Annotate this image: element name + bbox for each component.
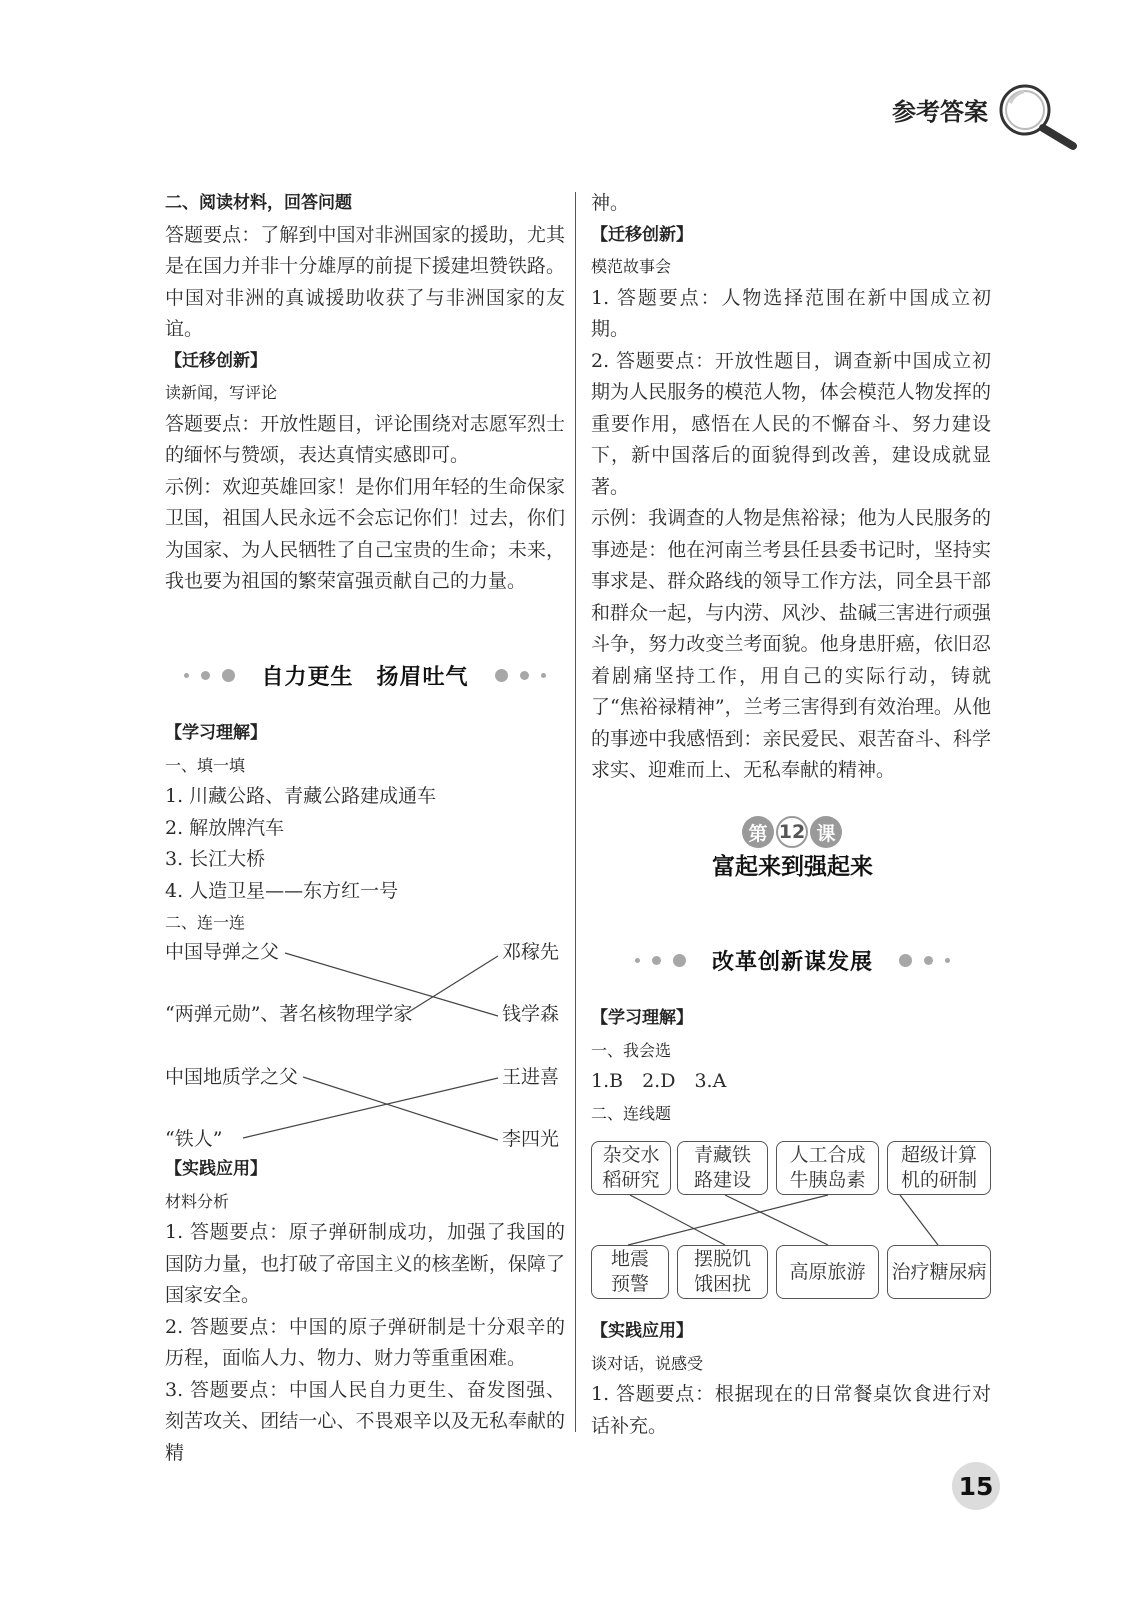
box-line: 青藏铁 <box>693 1144 751 1166</box>
match-box <box>887 1141 991 1195</box>
banner-title: 自力更生 扬眉吐气 <box>261 664 469 690</box>
answer-paragraph: 1. 答题要点：人物选择范围在新中国成立初期。 <box>591 286 991 340</box>
page-header-title: 参考答案 <box>892 98 988 126</box>
right-practice-section <box>591 1316 991 1442</box>
match-box <box>887 1245 991 1299</box>
answer-paragraph: 1. 答题要点：原子弹研制成功，加强了我国的国防力量，也打破了帝国主义的核垄断，保障了国家安全。 <box>165 1221 565 1306</box>
match-right-item: 王进喜 <box>502 1066 560 1088</box>
connector-line <box>900 1195 938 1245</box>
box-line: 杂交水 <box>602 1144 660 1166</box>
match-box <box>591 1141 671 1195</box>
lesson-number: 12 <box>776 816 808 848</box>
list-item: 2. 解放牌汽车 <box>165 816 285 839</box>
match-right-item: 李四光 <box>502 1128 560 1150</box>
section-heading: 【迁移创新】 <box>591 224 693 245</box>
match-left-item: “铁人” <box>165 1128 223 1150</box>
banner-title: 改革创新谋发展 <box>711 949 873 975</box>
subsection-title: 二、连一连 <box>165 913 246 932</box>
dot-icon <box>673 954 686 967</box>
dot-icon <box>184 673 189 678</box>
match-box <box>591 1245 669 1299</box>
section-heading: 【学习理解】 <box>165 723 267 743</box>
list-item: 3. 长江大桥 <box>165 848 266 870</box>
connector-line <box>407 956 498 1013</box>
dot-icon <box>945 958 950 963</box>
section-heading: 【学习理解】 <box>591 1008 693 1028</box>
subsection-title: 一、我会选 <box>591 1040 672 1060</box>
lesson-badge-char: 第 <box>742 816 774 848</box>
connector-line <box>725 1195 828 1245</box>
box-line: 路建设 <box>693 1169 751 1191</box>
answer-paragraph: 2. 答题要点：中国的原子弹研制是十分艰辛的历程，面临人力、物力、财力等重重困难。 <box>165 1315 565 1369</box>
dot-icon <box>222 669 235 682</box>
lesson-title: 富起来到强起来 <box>712 854 873 880</box>
box-line: 牛胰岛素 <box>789 1169 866 1191</box>
dot-icon <box>520 671 529 680</box>
match-left-item: 中国地质学之父 <box>165 1066 299 1088</box>
subsection-title: 一、填一填 <box>165 755 246 775</box>
dot-icon <box>541 673 546 678</box>
section-heading: 【实践应用】 <box>165 1159 267 1179</box>
box-line: 饿困扰 <box>693 1273 751 1295</box>
box-line: 稻研究 <box>602 1169 660 1191</box>
dot-icon <box>635 958 640 963</box>
example-paragraph: 示例：我调查的人物是焦裕禄；他为人民服务的事迹是：他在河南兰考县任县委书记时，坚持实事求是、群众路线的领导工作方法，同全县干部和群众一起，与内涝、风沙、盐碱三害进行顽强斗争，努力改变兰考面貌。他身患肝癌，依旧忍着剧痛坚持工作，用自己的实际行动，铸就了“焦裕禄精神”，兰考三害得到有效治理。从他的事迹中我感悟到：亲民爱民、艰苦奋斗、科学求实、迎难而上、无私奉献的精神。 <box>591 507 991 781</box>
page-number: 15 <box>952 1462 1000 1510</box>
section-banner <box>165 658 565 692</box>
left-practice-section <box>165 1154 565 1469</box>
left-learning-section <box>165 718 565 939</box>
section-heading: 二、阅读材料，回答问题 <box>165 193 352 213</box>
answer-paragraph: 答题要点：开放性题目，评论围绕对志愿军烈士的缅怀与赞颂，表达真情实感即可。 <box>165 412 565 466</box>
match-box <box>677 1245 768 1299</box>
right-column-top <box>591 188 991 787</box>
choice-answers: 1.B 2.D 3.A <box>591 1070 727 1092</box>
match-left-item: “两弹元勋”、著名核物理学家 <box>165 1003 413 1025</box>
lesson-badge-char: 课 <box>810 816 842 848</box>
example-paragraph: 示例：欢迎英雄回家！是你们用年轻的生命保家卫国，祖国人民永远不会忘记你们！过去，你们为国家、为人民牺牲了自己宝贵的生命；未来，我也要为祖国的繁荣富强贡献自己的力量。 <box>165 475 565 592</box>
list-item: 1. 川藏公路、青藏公路建成通车 <box>165 785 437 807</box>
box-line: 摆脱饥 <box>693 1248 751 1270</box>
match-left-item: 中国导弹之父 <box>165 941 280 963</box>
box-line: 人工合成 <box>789 1144 866 1166</box>
connector-line <box>630 1195 725 1245</box>
subsection-title: 读新闻，写评论 <box>165 383 278 402</box>
continued-text: 神。 <box>591 192 630 214</box>
answer-paragraph: 答题要点：了解到中国对非洲国家的援助，尤其是在国力并非十分雄厚的前提下援建坦赞铁路。中国对非洲的真诚援助收获了与非洲国家的友谊。 <box>165 223 565 340</box>
match-box <box>677 1141 768 1195</box>
box-line: 机的研制 <box>900 1169 977 1191</box>
box-line: 治疗糖尿病 <box>891 1260 987 1283</box>
box-line: 高原旅游 <box>789 1260 866 1283</box>
subsection-title: 二、连线题 <box>591 1103 672 1123</box>
column-divider <box>575 192 576 1432</box>
subsection-title: 模范故事会 <box>591 257 672 276</box>
match-box <box>776 1245 879 1299</box>
match-right-item: 邓稼先 <box>502 941 560 963</box>
answer-paragraph: 3. 答题要点：中国人民自力更生、奋发图强、刻苦攻关、团结一心、不畏艰辛以及无私奉献的精 <box>165 1378 565 1464</box>
list-item: 4. 人造卫星——东方红一号 <box>165 879 399 902</box>
answer-paragraph: 1. 答题要点：根据现在的日常餐桌饮食进行对话补充。 <box>591 1383 991 1437</box>
lesson-badge <box>742 815 842 849</box>
dot-icon <box>652 956 661 965</box>
subsection-title: 谈对话，说感受 <box>591 1353 704 1373</box>
connector-line <box>303 1077 498 1140</box>
answer-paragraph: 2. 答题要点：开放性题目，调查新中国成立初期为人民服务的模范人物，体会模范人物发挥的重要作用，感悟在人民的不懈奋斗、努力建设下，新中国落后的面貌得到改善，建设成就显著。 <box>591 349 991 498</box>
dot-icon <box>201 671 210 680</box>
dot-icon <box>924 956 933 965</box>
match-right-item: 钱学森 <box>502 1003 560 1025</box>
connector-line <box>628 1195 828 1245</box>
left-column-top <box>165 188 565 598</box>
right-learning-section <box>591 1003 991 1129</box>
magnifier-icon <box>995 80 1080 152</box>
section-heading: 【迁移创新】 <box>165 350 267 371</box>
section-heading: 【实践应用】 <box>591 1321 693 1341</box>
dot-icon <box>495 669 508 682</box>
box-line: 预警 <box>610 1273 649 1295</box>
subsection-title: 材料分析 <box>165 1191 230 1211</box>
box-line: 超级计算 <box>900 1144 977 1166</box>
box-line: 地震 <box>610 1248 649 1270</box>
section-banner <box>620 943 965 977</box>
dot-icon <box>899 954 912 967</box>
match-box <box>776 1141 879 1195</box>
